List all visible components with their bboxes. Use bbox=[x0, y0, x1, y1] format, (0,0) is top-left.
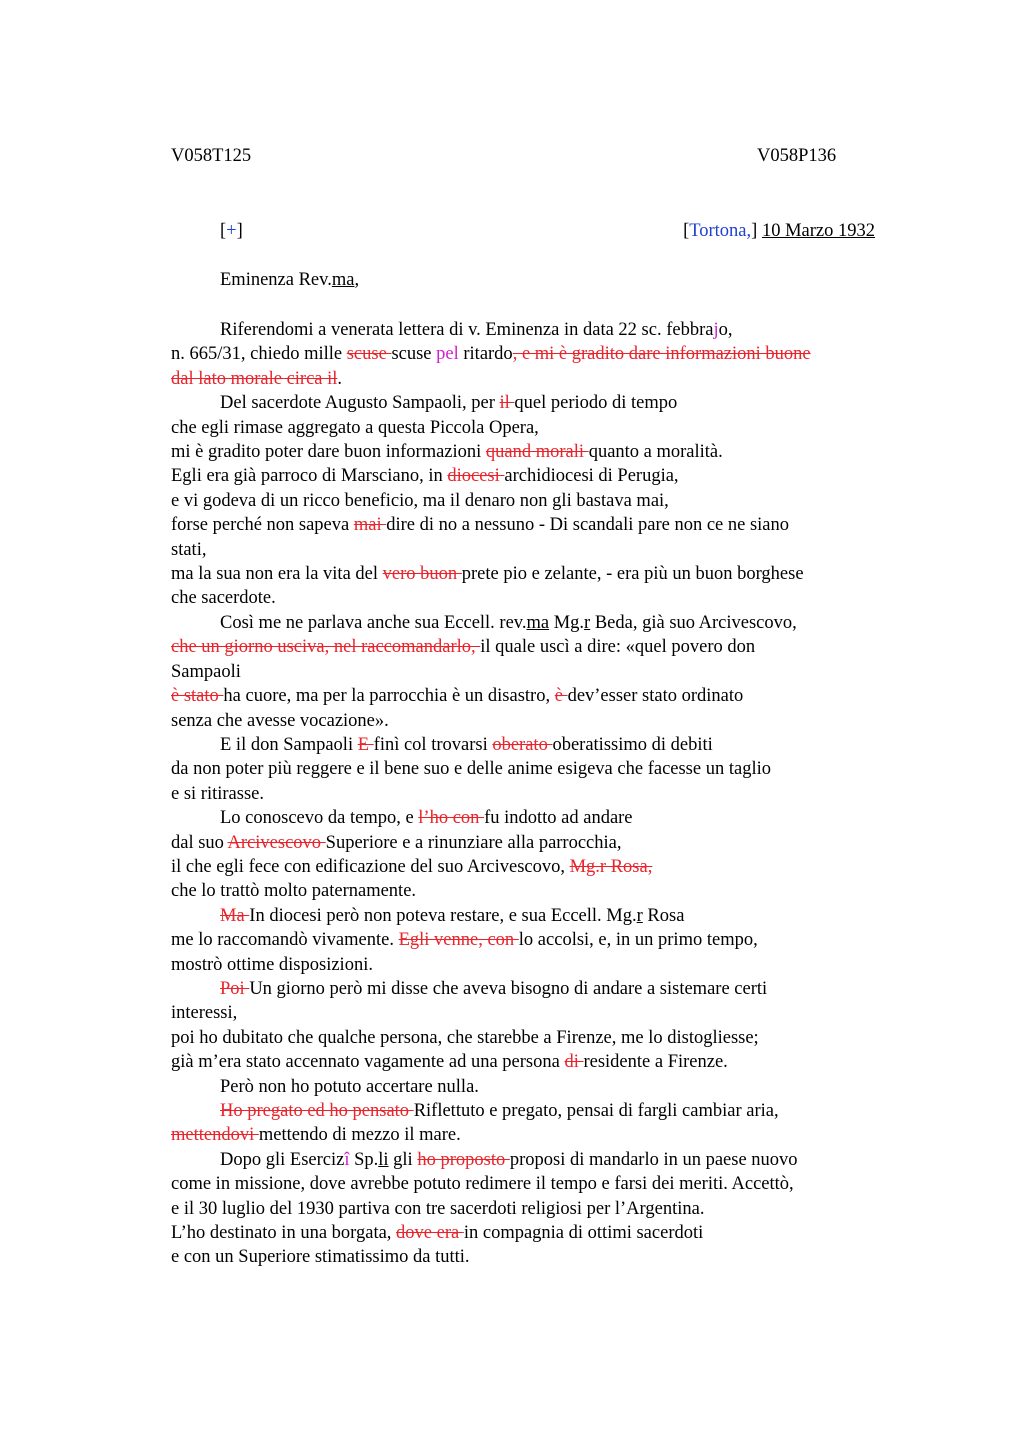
text-line: forse perché non sapeva mai dire di no a nessuno - Di scandali pare non ce ne siano bbox=[171, 515, 789, 536]
text-line: mostrò ottime disposizioni. bbox=[171, 954, 373, 975]
letter-date: 10 Marzo 1932 bbox=[761, 221, 875, 241]
document-code-right: V058P136 bbox=[757, 146, 837, 166]
text-line: come in missione, dove avrebbe potuto redimere il tempo e farsi dei meriti. Accettò, bbox=[171, 1174, 794, 1195]
text-line: poi ho dubitato che qualche persona, che starebbe a Firenze, me lo distogliesse; bbox=[171, 1027, 759, 1048]
text-line: da non poter più reggere e il bene suo e delle anime esigeva che facesse un taglio bbox=[171, 759, 771, 780]
salutation: Eminenza Rev.ma, bbox=[220, 270, 360, 290]
text-line: Sampaoli bbox=[171, 661, 241, 682]
text-line: che egli rimase aggregato a questa Piccola Opera, bbox=[171, 417, 539, 438]
text-line: me lo raccomandò vivamente. Egli venne, con lo accolsi, e, in un primo tempo, bbox=[171, 930, 758, 951]
text-line: ma la sua non era la vita del vero buon prete pio e zelante, - era più un buon borghese bbox=[171, 564, 804, 585]
place: Tortona, bbox=[689, 221, 752, 241]
text-line: Così me ne parlava anche sua Eccell. rev.ma Mg.r Beda, già suo Arcivescovo, bbox=[220, 612, 797, 633]
text-line: Del sacerdote Augusto Sampaoli, per il quel periodo di tempo bbox=[220, 393, 678, 414]
text-line: dal suo Arcivescovo Superiore e a rinunziare alla parrocchia, bbox=[171, 832, 622, 853]
text-line: già m’era stato accennato vagamente ad una persona di residente a Firenze. bbox=[171, 1052, 728, 1073]
text-line: Però non ho potuto accertare nulla. bbox=[220, 1076, 479, 1097]
text-line: e vi godeva di un ricco beneficio, ma il denaro non gli bastava mai, bbox=[171, 490, 669, 511]
text-line: che un giorno usciva, nel raccomandarlo, il quale uscì a dire: «quel povero don bbox=[171, 637, 756, 658]
place-date: [Tortona,] 10 Marzo 1932 bbox=[683, 221, 875, 241]
editorial-mark: [+] bbox=[220, 221, 243, 241]
text-line: n. 665/31, chiedo mille scuse scuse pel ritardo, e mi è gradito dare informazioni buone bbox=[171, 344, 811, 365]
letter-body bbox=[171, 318, 886, 1270]
text-line: Ho pregato ed ho pensato Riflettuto e pregato, pensai di fargli cambiar aria, bbox=[220, 1101, 779, 1121]
text-line: senza che avesse vocazione». bbox=[171, 710, 389, 731]
text-line: il che egli fece con edificazione del suo Arcivescovo, Mg.r Rosa, bbox=[171, 856, 653, 877]
text-line: L’ho destinato in una borgata, dove era in compagnia di ottimi sacerdoti bbox=[171, 1223, 704, 1244]
text-line: Egli era già parroco di Marsciano, in diocesi archidiocesi di Perugia, bbox=[171, 466, 679, 487]
text-line: e il 30 luglio del 1930 partiva con tre sacerdoti religiosi per l’Argentina. bbox=[171, 1198, 705, 1219]
text-line: dal lato morale circa il. bbox=[171, 368, 343, 389]
text-line: che sacerdote. bbox=[171, 588, 276, 609]
text-line: Lo conoscevo da tempo, e l’ho con fu indotto ad andare bbox=[220, 808, 633, 829]
text-line: che lo trattò molto paternamente. bbox=[171, 881, 417, 902]
text-line: Dopo gli Esercizî Sp.li gli ho proposto proposi di mandarlo in un paese nuovo bbox=[220, 1149, 798, 1170]
text-line: Riferendomi a venerata lettera di v. Eminenza in data 22 sc. febbrajo, bbox=[220, 320, 733, 340]
text-line: Poi Un giorno però mi disse che aveva bisogno di andare a sistemare certi bbox=[220, 978, 768, 999]
text-line: è stato ha cuore, ma per la parrocchia è un disastro, è dev’esser stato ordinato bbox=[171, 686, 744, 707]
document-code-left: V058T125 bbox=[171, 146, 252, 166]
text-line: mi è gradito poter dare buon informazioni quand morali quanto a moralità. bbox=[171, 442, 723, 463]
text-line: E il don Sampaoli E finì col trovarsi oberato oberatissimo di debiti bbox=[220, 734, 713, 755]
text-line: stati, bbox=[171, 539, 207, 560]
text-line: e si ritirasse. bbox=[171, 783, 264, 804]
text-line: interessi, bbox=[171, 1003, 238, 1024]
text-line: e con un Superiore stimatissimo da tutti. bbox=[171, 1247, 470, 1268]
text-line: mettendovi mettendo di mezzo il mare. bbox=[171, 1125, 461, 1146]
text-line: Ma In diocesi però non poteva restare, e sua Eccell. Mg.r Rosa bbox=[220, 905, 685, 926]
dateline bbox=[220, 221, 875, 242]
